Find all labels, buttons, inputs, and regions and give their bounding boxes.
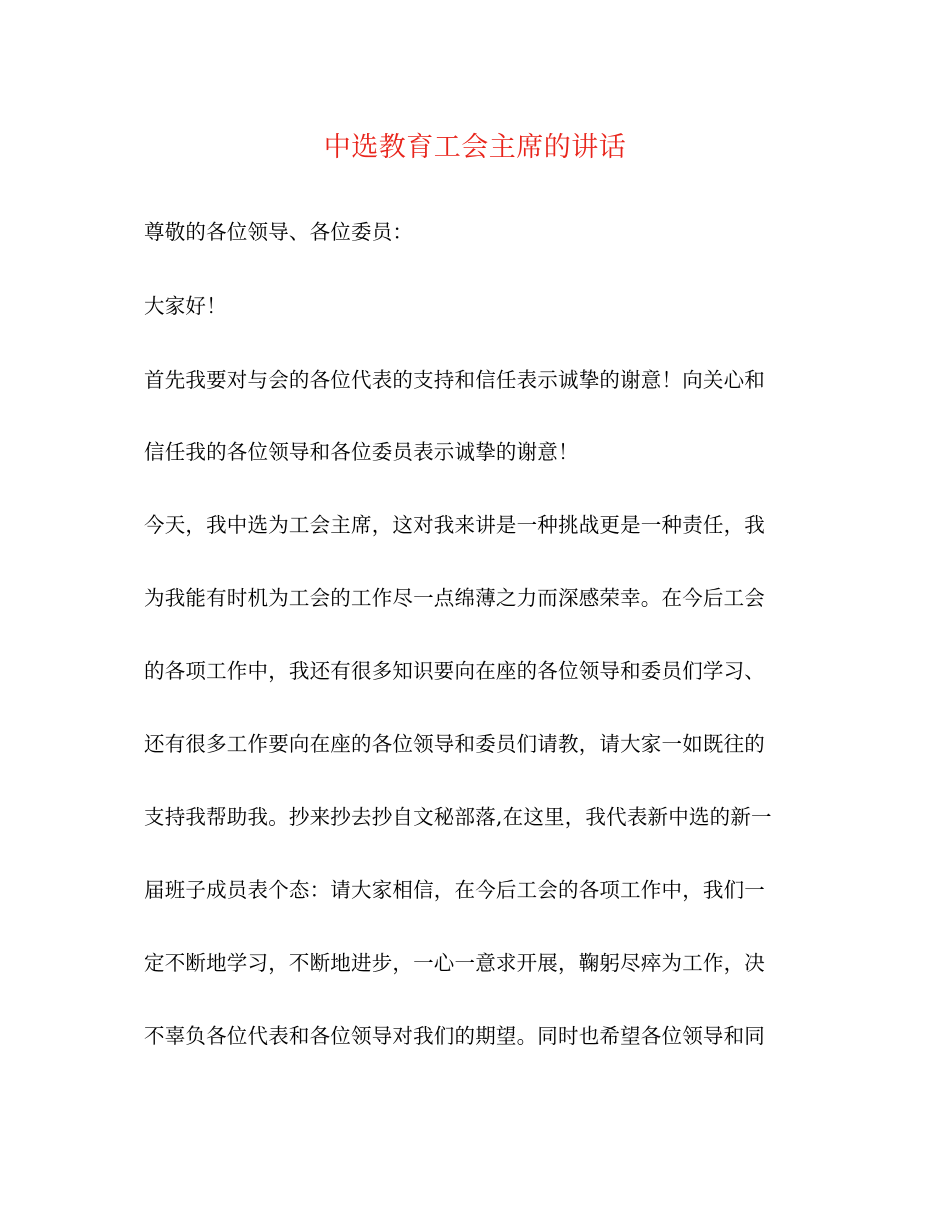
document-title: 中选教育工会主席的讲话 [323, 132, 627, 163]
body-line: 为我能有时机为工会的工作尽一点绵薄之力而深感荣幸。在今后工会 [144, 586, 765, 610]
body-line: 不辜负各位代表和各位领导对我们的期望。同时也希望各位领导和同 [144, 1024, 765, 1048]
body-line: 的各项工作中，我还有很多知识要向在座的各位领导和委员们学习、 [144, 659, 765, 683]
salutation-line: 尊敬的各位领导、各位委员： [144, 220, 414, 244]
body-line: 今天，我中选为工会主席，这对我来讲是一种挑战更是一种责任，我 [144, 513, 765, 537]
body-line: 首先我要对与会的各位代表的支持和信任表示诚挚的谢意！向关心和 [144, 368, 765, 392]
body-line: 信任我的各位领导和各位委员表示诚挚的谢意！ [144, 440, 579, 464]
body-line: 还有很多工作要向在座的各位领导和委员们请教，请大家一如既往的 [144, 732, 765, 756]
greeting-line: 大家好！ [144, 294, 227, 318]
body-line: 支持我帮助我。抄来抄去抄自文秘部落,在这里，我代表新中选的新一 [144, 805, 772, 829]
body-line: 届班子成员表个态：请大家相信，在今后工会的各项工作中，我们一 [144, 878, 765, 902]
body-line: 定不断地学习，不断地进步，一心一意求开展，鞠躬尽瘁为工作，决 [144, 951, 765, 975]
